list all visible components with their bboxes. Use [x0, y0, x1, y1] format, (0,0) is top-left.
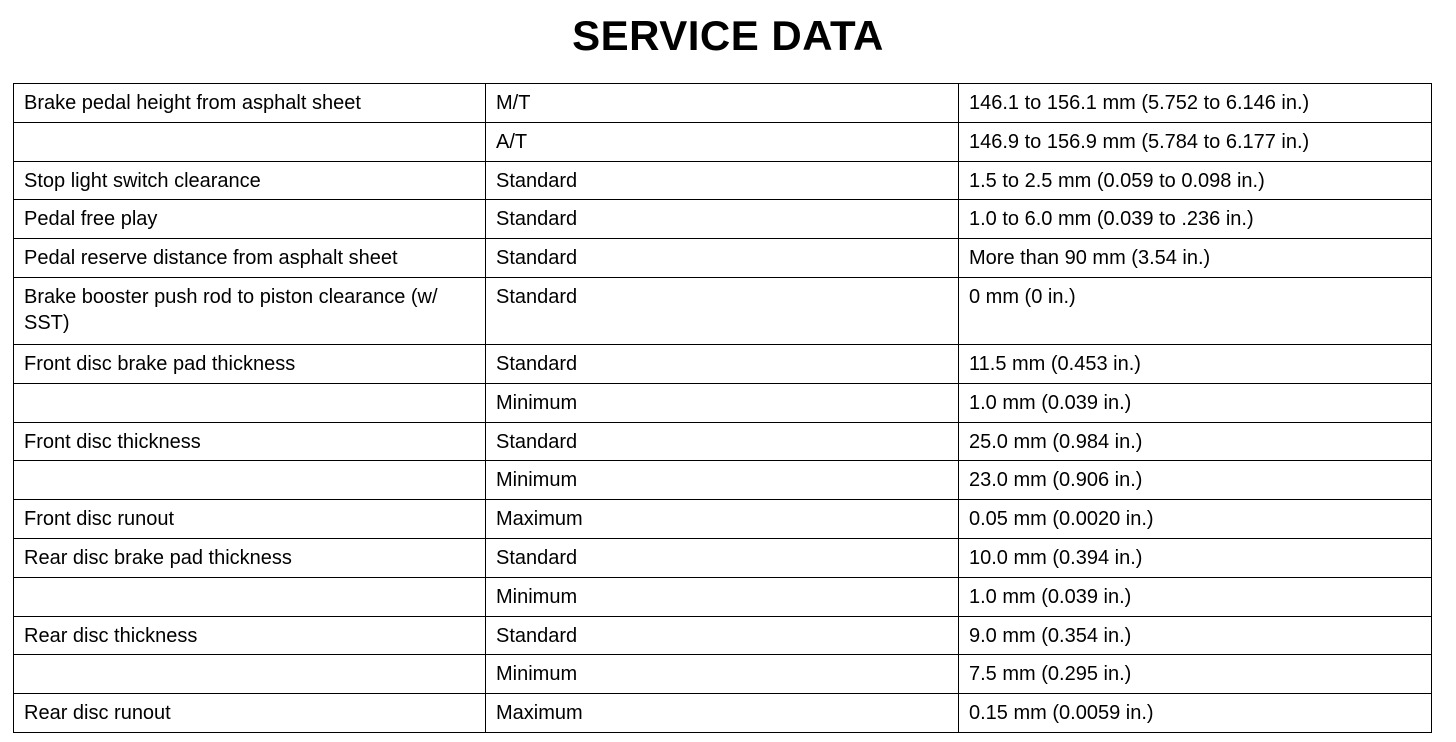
condition-cell: Minimum [486, 655, 959, 694]
condition-cell: Minimum [486, 383, 959, 422]
item-cell [14, 577, 486, 616]
value-cell: 10.0 mm (0.394 in.) [959, 538, 1432, 577]
item-cell: Brake booster push rod to piston clearance (w/ SST) [14, 277, 486, 344]
value-cell: 1.5 to 2.5 mm (0.059 to 0.098 in.) [959, 161, 1432, 200]
item-cell: Rear disc thickness [14, 616, 486, 655]
table-row [14, 122, 1432, 161]
item-cell: Pedal reserve distance from asphalt sheet [14, 239, 486, 278]
value-cell: 23.0 mm (0.906 in.) [959, 461, 1432, 500]
table-row [14, 84, 1432, 123]
condition-cell: Maximum [486, 694, 959, 733]
value-cell: 9.0 mm (0.354 in.) [959, 616, 1432, 655]
item-cell: Front disc brake pad thickness [14, 344, 486, 383]
table-row [14, 461, 1432, 500]
condition-cell: Standard [486, 344, 959, 383]
table-row [14, 422, 1432, 461]
item-cell: Rear disc runout [14, 694, 486, 733]
value-cell: 11.5 mm (0.453 in.) [959, 344, 1432, 383]
table-row [14, 383, 1432, 422]
condition-cell: Standard [486, 538, 959, 577]
item-cell: Front disc thickness [14, 422, 486, 461]
table-row [14, 344, 1432, 383]
table-row [14, 277, 1432, 344]
value-cell: 146.9 to 156.9 mm (5.784 to 6.177 in.) [959, 122, 1432, 161]
table-row [14, 200, 1432, 239]
item-cell: Stop light switch clearance [14, 161, 486, 200]
value-cell: 1.0 mm (0.039 in.) [959, 383, 1432, 422]
value-cell: 1.0 to 6.0 mm (0.039 to .236 in.) [959, 200, 1432, 239]
value-cell: 1.0 mm (0.039 in.) [959, 577, 1432, 616]
condition-cell: Standard [486, 200, 959, 239]
condition-cell: Standard [486, 277, 959, 344]
condition-cell: Standard [486, 239, 959, 278]
value-cell: 146.1 to 156.1 mm (5.752 to 6.146 in.) [959, 84, 1432, 123]
condition-cell: Standard [486, 616, 959, 655]
table-row [14, 694, 1432, 733]
value-cell: 7.5 mm (0.295 in.) [959, 655, 1432, 694]
item-cell: Pedal free play [14, 200, 486, 239]
value-cell: 25.0 mm (0.984 in.) [959, 422, 1432, 461]
table-row [14, 577, 1432, 616]
item-cell [14, 461, 486, 500]
table-row [14, 239, 1432, 278]
value-cell: More than 90 mm (3.54 in.) [959, 239, 1432, 278]
item-cell [14, 383, 486, 422]
value-cell: 0.15 mm (0.0059 in.) [959, 694, 1432, 733]
table-row [14, 538, 1432, 577]
condition-cell: A/T [486, 122, 959, 161]
service-data-table [13, 83, 1432, 733]
condition-cell: Minimum [486, 577, 959, 616]
item-cell: Front disc runout [14, 500, 486, 539]
value-cell: 0.05 mm (0.0020 in.) [959, 500, 1432, 539]
condition-cell: Standard [486, 161, 959, 200]
table-row [14, 161, 1432, 200]
condition-cell: Maximum [486, 500, 959, 539]
item-cell: Rear disc brake pad thickness [14, 538, 486, 577]
item-cell [14, 655, 486, 694]
item-cell [14, 122, 486, 161]
condition-cell: Minimum [486, 461, 959, 500]
table-row [14, 500, 1432, 539]
item-cell: Brake pedal height from asphalt sheet [14, 84, 486, 123]
table-row [14, 655, 1432, 694]
condition-cell: M/T [486, 84, 959, 123]
value-cell: 0 mm (0 in.) [959, 277, 1432, 344]
page-title: SERVICE DATA [572, 12, 884, 59]
table-row [14, 616, 1432, 655]
condition-cell: Standard [486, 422, 959, 461]
